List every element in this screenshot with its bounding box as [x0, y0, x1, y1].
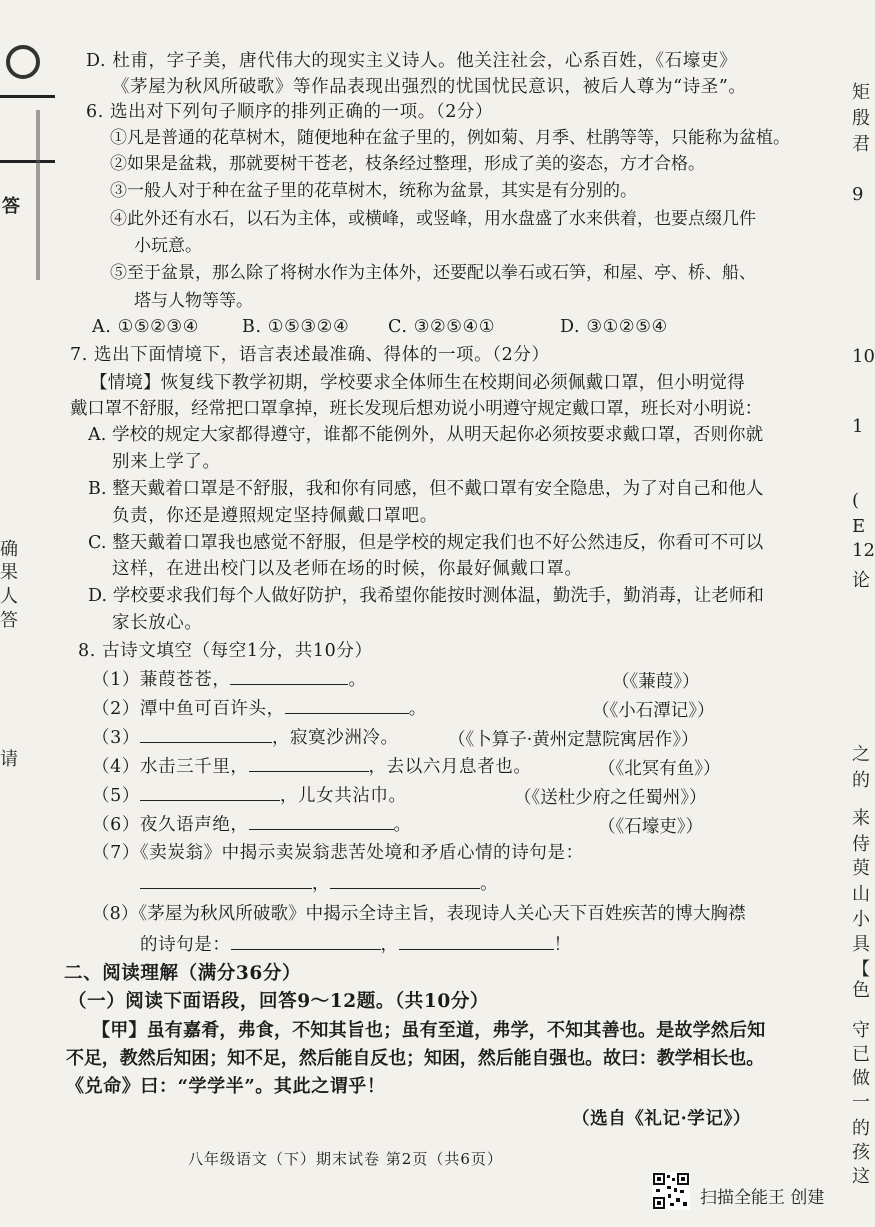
edge-char: 12 — [852, 540, 875, 561]
q6-option-b: B. ①⑤③②④ — [242, 317, 350, 337]
q6-option-c: C. ③②⑤④① — [388, 317, 496, 337]
edge-char: 10 — [852, 346, 875, 367]
q5-option-d-line2: 《茅屋为秋风所破歌》等作品表现出强烈的忧国忧民意识，被后人尊为“诗圣”。 — [112, 77, 747, 97]
q7-option-b-line1: B. 整天戴着口罩是不舒服，我和你有同感，但不戴口罩有安全隐患，为了对自己和他人 — [88, 479, 764, 499]
edge-char: 之 — [852, 744, 870, 765]
q8-item-7-end: 。 — [480, 874, 499, 894]
q7-context-line1: 【情境】恢复线下教学初期，学校要求全体师生在校期间必须佩戴口罩，但小明觉得 — [90, 373, 745, 393]
passage-jia-line3: 《兑命》曰：“学学半”。其此之谓乎！ — [66, 1076, 386, 1097]
q8-item-5-source: （《送杜少府之任蜀州》） — [514, 788, 707, 808]
answer-blank[interactable] — [249, 813, 394, 830]
edge-char: 的 — [852, 1118, 870, 1139]
q8-item-2-source: （《小石潭记》） — [592, 701, 715, 721]
edge-char: 【 — [852, 959, 870, 980]
edge-char: 已 — [852, 1044, 870, 1065]
q5-option-d-line1: D. 杜甫，字子美，唐代伟大的现实主义诗人。他关注社会，心系百姓，《石壕吏》 — [86, 51, 738, 71]
q6-sentence-4a: ④此外还有水石，以石为主体，或横峰，或竖峰，用水盘盛了水来供着，也要点缀几件 — [110, 209, 756, 229]
q7-stem: 7. 选出下面情境下，语言表述最准确、得体的一项。（2分） — [70, 345, 550, 365]
q6-option-d: D. ③①②⑤④ — [560, 317, 668, 337]
q8-item-2-end: 。 — [408, 699, 427, 719]
q8-item-1-source: （《蒹葭》） — [612, 672, 700, 692]
q8-item-1-text: （1）蒹葭苍苍， — [92, 670, 231, 690]
edge-char: 确 — [0, 539, 18, 560]
edge-char: 这 — [852, 1166, 870, 1187]
q8-item-6-end: 。 — [393, 815, 412, 835]
page-footer: 八年级语文（下）期末试卷 第2页（共6页） — [188, 1150, 503, 1168]
edge-char: ( — [852, 490, 860, 511]
q8-item-6 — [92, 813, 412, 836]
q8-stem: 8. 古诗文填空（每空1分，共10分） — [78, 641, 373, 661]
q8-item-8-answer — [140, 933, 572, 956]
edge-char: 山 — [852, 884, 870, 905]
edge-char: 小 — [852, 909, 870, 930]
passage-jia-line2: 不足，教然后知困；知不足，然后能自反也；知困，然后能自强也。故曰：教学相长也。 — [66, 1048, 765, 1069]
qr-code-icon — [652, 1172, 690, 1210]
q8-item-1-end: 。 — [348, 670, 367, 690]
answer-blank[interactable] — [140, 872, 312, 889]
q8-item-7-comma: ， — [312, 874, 331, 894]
q6-option-a: A. ①⑤②③④ — [92, 317, 200, 337]
q8-item-8-end: ！ — [553, 935, 572, 955]
passage-jia-line1: 【甲】虽有嘉肴，弗食，不知其旨也；虽有至道，弗学，不知其善也。是故学然后知 — [92, 1020, 766, 1041]
edge-char: 孩 — [852, 1142, 870, 1163]
q7-option-a-line1: A. 学校的规定大家都得遵守，谁都不能例外，从明天起你必须按要求戴口罩，否则你就 — [88, 425, 764, 445]
q6-sentence-5b: 塔与人物等等。 — [134, 291, 253, 311]
q8-item-8-comma: ， — [380, 935, 399, 955]
q6-sentence-2: ②如果是盆栽，那就要树干苍老，枝条经过整理，形成了美的姿态，方才合格。 — [110, 154, 705, 174]
q6-sentence-4b: 小玩意。 — [134, 236, 202, 256]
part2-section1-heading: （一）阅读下面语段，回答9～12题。（共10分） — [68, 991, 490, 1012]
q8-item-3 — [92, 726, 399, 749]
q7-context-line2: 戴口罩不舒服，经常把口罩拿掉，班长发现后想劝说小明遵守规定戴口罩，班长对小明说： — [70, 399, 762, 419]
answer-blank[interactable] — [399, 933, 554, 950]
q8-item-4 — [92, 755, 531, 778]
binding-hole-icon — [6, 45, 40, 79]
edge-char: 色 — [852, 980, 870, 1001]
q7-option-c-line2: 这样，在进出校门以及老师在场的时候，你最好佩戴口罩。 — [112, 559, 583, 579]
answer-blank[interactable] — [249, 755, 369, 772]
edge-char: 请 — [0, 749, 18, 770]
q6-sentence-5a: ⑤至于盆景，那么除了将树水作为主体外，还要配以拳石或石笋，和屋、亭、桥、船、 — [110, 263, 756, 283]
q8-item-2 — [92, 697, 427, 720]
q7-option-d-line1: D. 学校要求我们每个人做好防护，我希望你能按时测体温，勤洗手，勤消毒，让老师和 — [88, 586, 765, 606]
q8-item-4-end: ，去以六月息者也。 — [368, 757, 532, 777]
q7-option-a-line2: 别来上学了。 — [112, 452, 221, 472]
answer-blank[interactable] — [285, 697, 409, 714]
margin-rule — [0, 160, 55, 163]
answer-blank[interactable] — [140, 726, 272, 743]
answer-blank[interactable] — [230, 668, 348, 685]
edge-char: 答 — [0, 610, 18, 631]
passage-source: （选自《礼记·学记》） — [572, 1109, 751, 1129]
edge-char: 答 — [2, 196, 20, 217]
q8-item-3-source: （《卜算子·黄州定慧院寓居作》） — [448, 730, 699, 750]
q8-item-1 — [92, 668, 367, 691]
q8-item-2-text: （2）潭中鱼可百许头， — [92, 699, 285, 719]
edge-char: 做 — [852, 1068, 870, 1089]
right-margin-strip — [838, 0, 875, 1227]
edge-char: 9 — [852, 184, 864, 205]
edge-char: 1 — [852, 416, 864, 437]
edge-char: 来 — [852, 808, 870, 829]
edge-char: 人 — [0, 586, 18, 607]
edge-char: 的 — [852, 770, 870, 791]
q8-item-8-text: 的诗句是： — [140, 935, 231, 955]
edge-char: E — [852, 516, 866, 537]
q8-item-5-end: ，儿女共沾巾。 — [279, 786, 407, 806]
q6-sentence-3: ③一般人对于种在盆子里的花草树木，统称为盆景，其实是有分别的。 — [110, 181, 637, 201]
q8-item-3-text: （3） — [92, 728, 140, 748]
edge-char: 论 — [852, 570, 870, 591]
q8-item-4-text: （4）水击三千里， — [92, 757, 249, 777]
q8-item-7: （7）《卖炭翁》中揭示卖炭翁悲苦处境和矛盾心情的诗句是： — [92, 843, 584, 863]
edge-char: 具 — [852, 934, 870, 955]
q8-item-4-source: （《北冥有鱼》） — [598, 759, 721, 779]
edge-char: 一 — [852, 1092, 870, 1113]
left-margin-strip — [0, 0, 60, 1227]
q7-option-d-line2: 家长放心。 — [112, 613, 203, 633]
edge-char: 君 — [852, 134, 870, 155]
edge-char: 守 — [852, 1020, 870, 1041]
q7-option-b-line2: 负责，你还是遵照规定坚持佩戴口罩吧。 — [112, 506, 438, 526]
q8-item-5-text: （5） — [92, 786, 140, 806]
edge-char: 果 — [0, 562, 18, 583]
q8-item-3-end: ，寂寞沙洲冷。 — [271, 728, 399, 748]
edge-char: 矩 — [852, 82, 870, 103]
answer-blank[interactable] — [330, 872, 480, 889]
edge-char: 萸 — [852, 858, 870, 879]
edge-char: 殷 — [852, 108, 870, 129]
answer-blank[interactable] — [231, 933, 381, 950]
q8-item-8: （8）《茅屋为秋风所破歌》中揭示全诗主旨，表现诗人关心天下百姓疾苦的博大胸襟 — [92, 904, 746, 924]
part2-title: 二、阅读理解（满分36分） — [64, 963, 302, 984]
q8-item-5 — [92, 784, 407, 807]
answer-blank[interactable] — [140, 784, 280, 801]
q8-item-6-source: （《石壕吏》） — [598, 817, 703, 837]
edge-char: 侍 — [852, 834, 870, 855]
q8-item-6-text: （6）夜久语声绝， — [92, 815, 249, 835]
margin-rule — [0, 95, 55, 98]
q6-sentence-1: ①凡是普通的花草树木，随便地种在盆子里的，例如菊、月季、杜鹃等等，只能称为盆植。 — [110, 128, 790, 148]
q7-option-c-line1: C. 整天戴着口罩我也感觉不舒服，但是学校的规定我们也不好公然违反，你看可不可以 — [88, 533, 764, 553]
q8-item-7-answer — [140, 872, 498, 895]
scanner-brand-label: 扫描全能王 创建 — [700, 1188, 825, 1208]
q6-stem: 6. 选出对下列句子顺序的排列正确的一项。（2分） — [86, 102, 494, 122]
margin-mark — [36, 110, 40, 280]
